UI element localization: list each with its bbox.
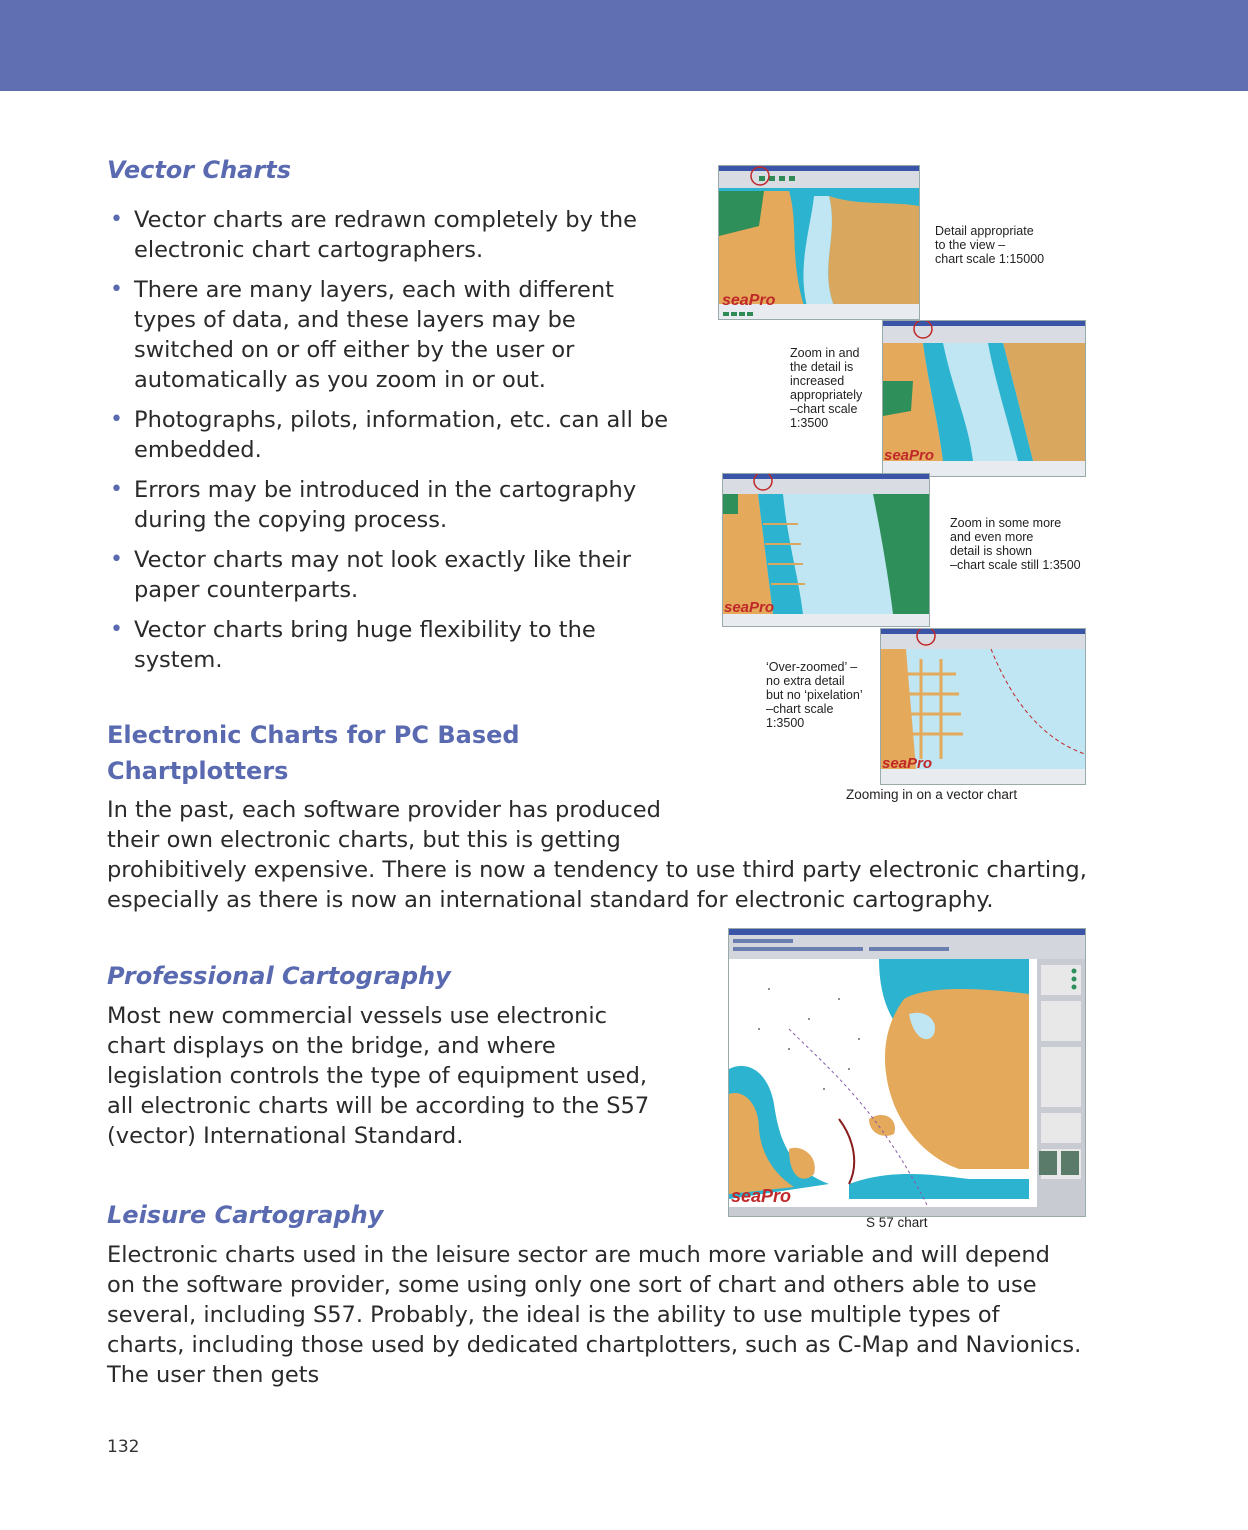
pc-paragraph-line3: prohibitively expensive. There is now a tendency to use third party electronic charting,: [107, 857, 1087, 883]
bullet-icon: •: [110, 277, 123, 302]
pc-paragraph-line1: In the past, each software provider has produced: [107, 797, 661, 823]
leisure-heading: Leisure Cartography: [107, 1201, 384, 1229]
pc-charts-heading-line2: Chartplotters: [107, 757, 289, 785]
annotation-2: Zoom in and the detail is increased appropriately –chart scale 1:3500: [790, 346, 863, 430]
bullet-icon: •: [110, 547, 123, 572]
pc-paragraph-line4: especially as there is now an international standard for electronic cartography.: [107, 887, 994, 913]
list-item: • Vector charts are redrawn completely by the electronic chart cartographers.: [110, 207, 637, 263]
seapro-logo-s57: seaPro: [731, 1186, 792, 1206]
s57-figure-caption: S 57 chart: [866, 1215, 928, 1230]
bullet-icon: •: [110, 207, 123, 232]
s57-chart-screenshot: [728, 928, 1086, 1217]
seapro-logo-1: seaPro: [722, 292, 776, 309]
list-item: • Vector charts may not look exactly like their paper counterparts.: [110, 547, 631, 603]
bullet-icon: •: [110, 407, 123, 432]
seapro-logo-4: seaPro: [882, 755, 933, 772]
list-item: • Errors may be introduced in the cartography during the copying process.: [110, 477, 637, 533]
page-number: 132: [107, 1437, 140, 1457]
list-item: • Photographs, pilots, information, etc. can all be embedded.: [110, 407, 669, 463]
seapro-logo-2: seaPro: [884, 447, 935, 464]
list-item: • Vector charts bring huge flexibility to the system.: [110, 617, 596, 673]
zoom-figure-caption: Zooming in on a vector chart: [846, 787, 1018, 802]
header-band: [0, 0, 1248, 91]
vector-bullet-list: [107, 205, 677, 685]
seapro-logo-3: seaPro: [724, 599, 775, 616]
list-item: • There are many layers, each with different types of data, and these layers may be switched on or off either by the user or automatically as you zoom in or out.: [110, 277, 614, 393]
vector-charts-heading: Vector Charts: [107, 156, 291, 184]
annotation-3: Zoom in some more and even more detail is shown –chart scale still 1:3500: [950, 516, 1081, 572]
annotation-1: Detail appropriate to the view – chart scale 1:15000: [935, 224, 1045, 266]
professional-paragraph: Most new commercial vessels use electronic chart displays on the bridge, and where legislation controls the type of equipment used, all electronic charts will be according to the S57 (vector) International Standard.: [107, 1003, 650, 1149]
bullet-icon: •: [110, 477, 123, 502]
leisure-paragraph: Electronic charts used in the leisure sector are much more variable and will depend on the software provider, some using only one sort of chart and others able to use several, including S57. Probably, the ideal is the ability to use multiple types of charts, including those used by dedicated chartplotters, such as C-Map and Navionics. The user then gets: [107, 1242, 1082, 1388]
pc-paragraph-line2: their own electronic charts, but this is getting: [107, 827, 621, 853]
pc-charts-heading-line1: Electronic Charts for PC Based: [107, 721, 520, 749]
professional-heading: Professional Cartography: [107, 962, 451, 990]
annotation-4: ‘Over-zoomed’ – no extra detail but no ‘pixelation’ –chart scale 1:3500: [766, 660, 863, 730]
bullet-icon: •: [110, 617, 123, 642]
